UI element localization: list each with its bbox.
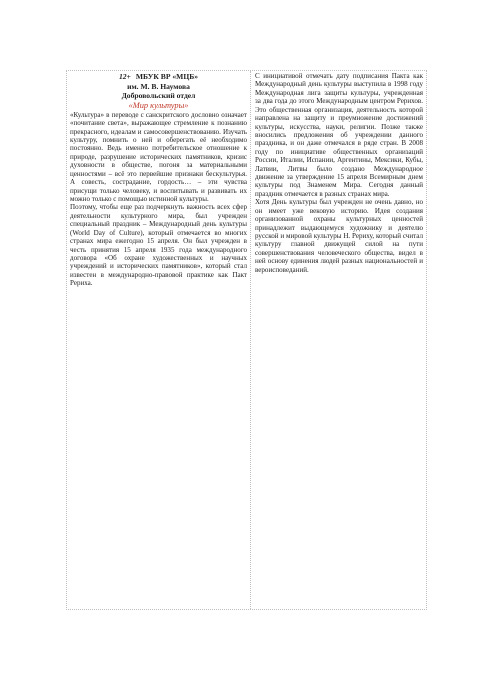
age-rating: 12+ — [118, 72, 131, 81]
left-column — [67, 71, 251, 609]
article-title: «Мир культуры» — [128, 100, 189, 110]
document-sheet — [66, 70, 427, 610]
paragraph: «Культура» в переводе с санскритского дословно означает «почитание света», выражающее стремление к познанию прекрасного, идеалам и самосовершенствованию. Изучать культуру, помнить о ней и оберегать её необходимо постоянно. Ведь именно потребительское отношение к природе, разрушение исторических памятников, кризис духовности в обществе, погоня за материальными ценностями – всё это первейшие признаки бескультурья. А совесть, сострадание, гордость… – эти чувства присущи только человеку, и воспитывать и развивать их можно только с помощью истинной культуры. — [70, 110, 247, 203]
right-column — [251, 71, 426, 609]
header-block — [70, 72, 247, 101]
paragraph: С инициативой отмечать дату подписания Пакта как Международный день культуры выступила в 1998 году Международная лига защиты культуры, учрежденная за два года до этого Международным центром Рерихов. Это общественная организация, деятельность которой направлена на защиту и преумножение достижений культуры, искусства, науки, религии. Позже также вносились предложения об учреждении данного праздника, и он даже отмечался в ряде стран. В 2008 году по инициативе общественных организаций России, Италии, Испании, Аргентины, Мексики, Кубы, Латвии, Литвы было создано Международное движение за утверждение 15 апреля Всемирным днем культуры под Знаменем Мира. Сегодня данный праздник отмечается в разных странах мира. — [255, 72, 423, 198]
paragraph: Поэтому, чтобы еще раз подчеркнуть важность всех сфер деятельности культурного мира, был учрежден специальный праздник – Международный день культуры (World Day of Culture), который отмечается во многих странах мира ежегодно 15 апреля. Он был учрежден в честь принятия 15 апреля 1935 года международного договора «Об охране художественных и научных учреждений и исторических памятников», который стал известен в международно-правовой практике как Пакт Рериха. — [70, 203, 247, 288]
header-line-1 — [70, 72, 247, 82]
paragraph: Хотя День культуры был учрежден не очень давно, но он имеет уже вековую историю. Идея создания организованной охраны культурных ценностей принадлежит выдающемуся художнику и деятелю русской и мировой культуры Н. Рериху, который считал культуру главной движущей силой на пути совершенствования человеческого общества, видел в ней основу единения людей разных национальностей и вероисповеданий. — [255, 198, 423, 274]
library-name: им. М. В. Наумова — [127, 81, 190, 91]
department-name: Добровольский отдел — [121, 91, 196, 101]
org-name: МБУК ВР «МЦБ» — [135, 72, 199, 81]
